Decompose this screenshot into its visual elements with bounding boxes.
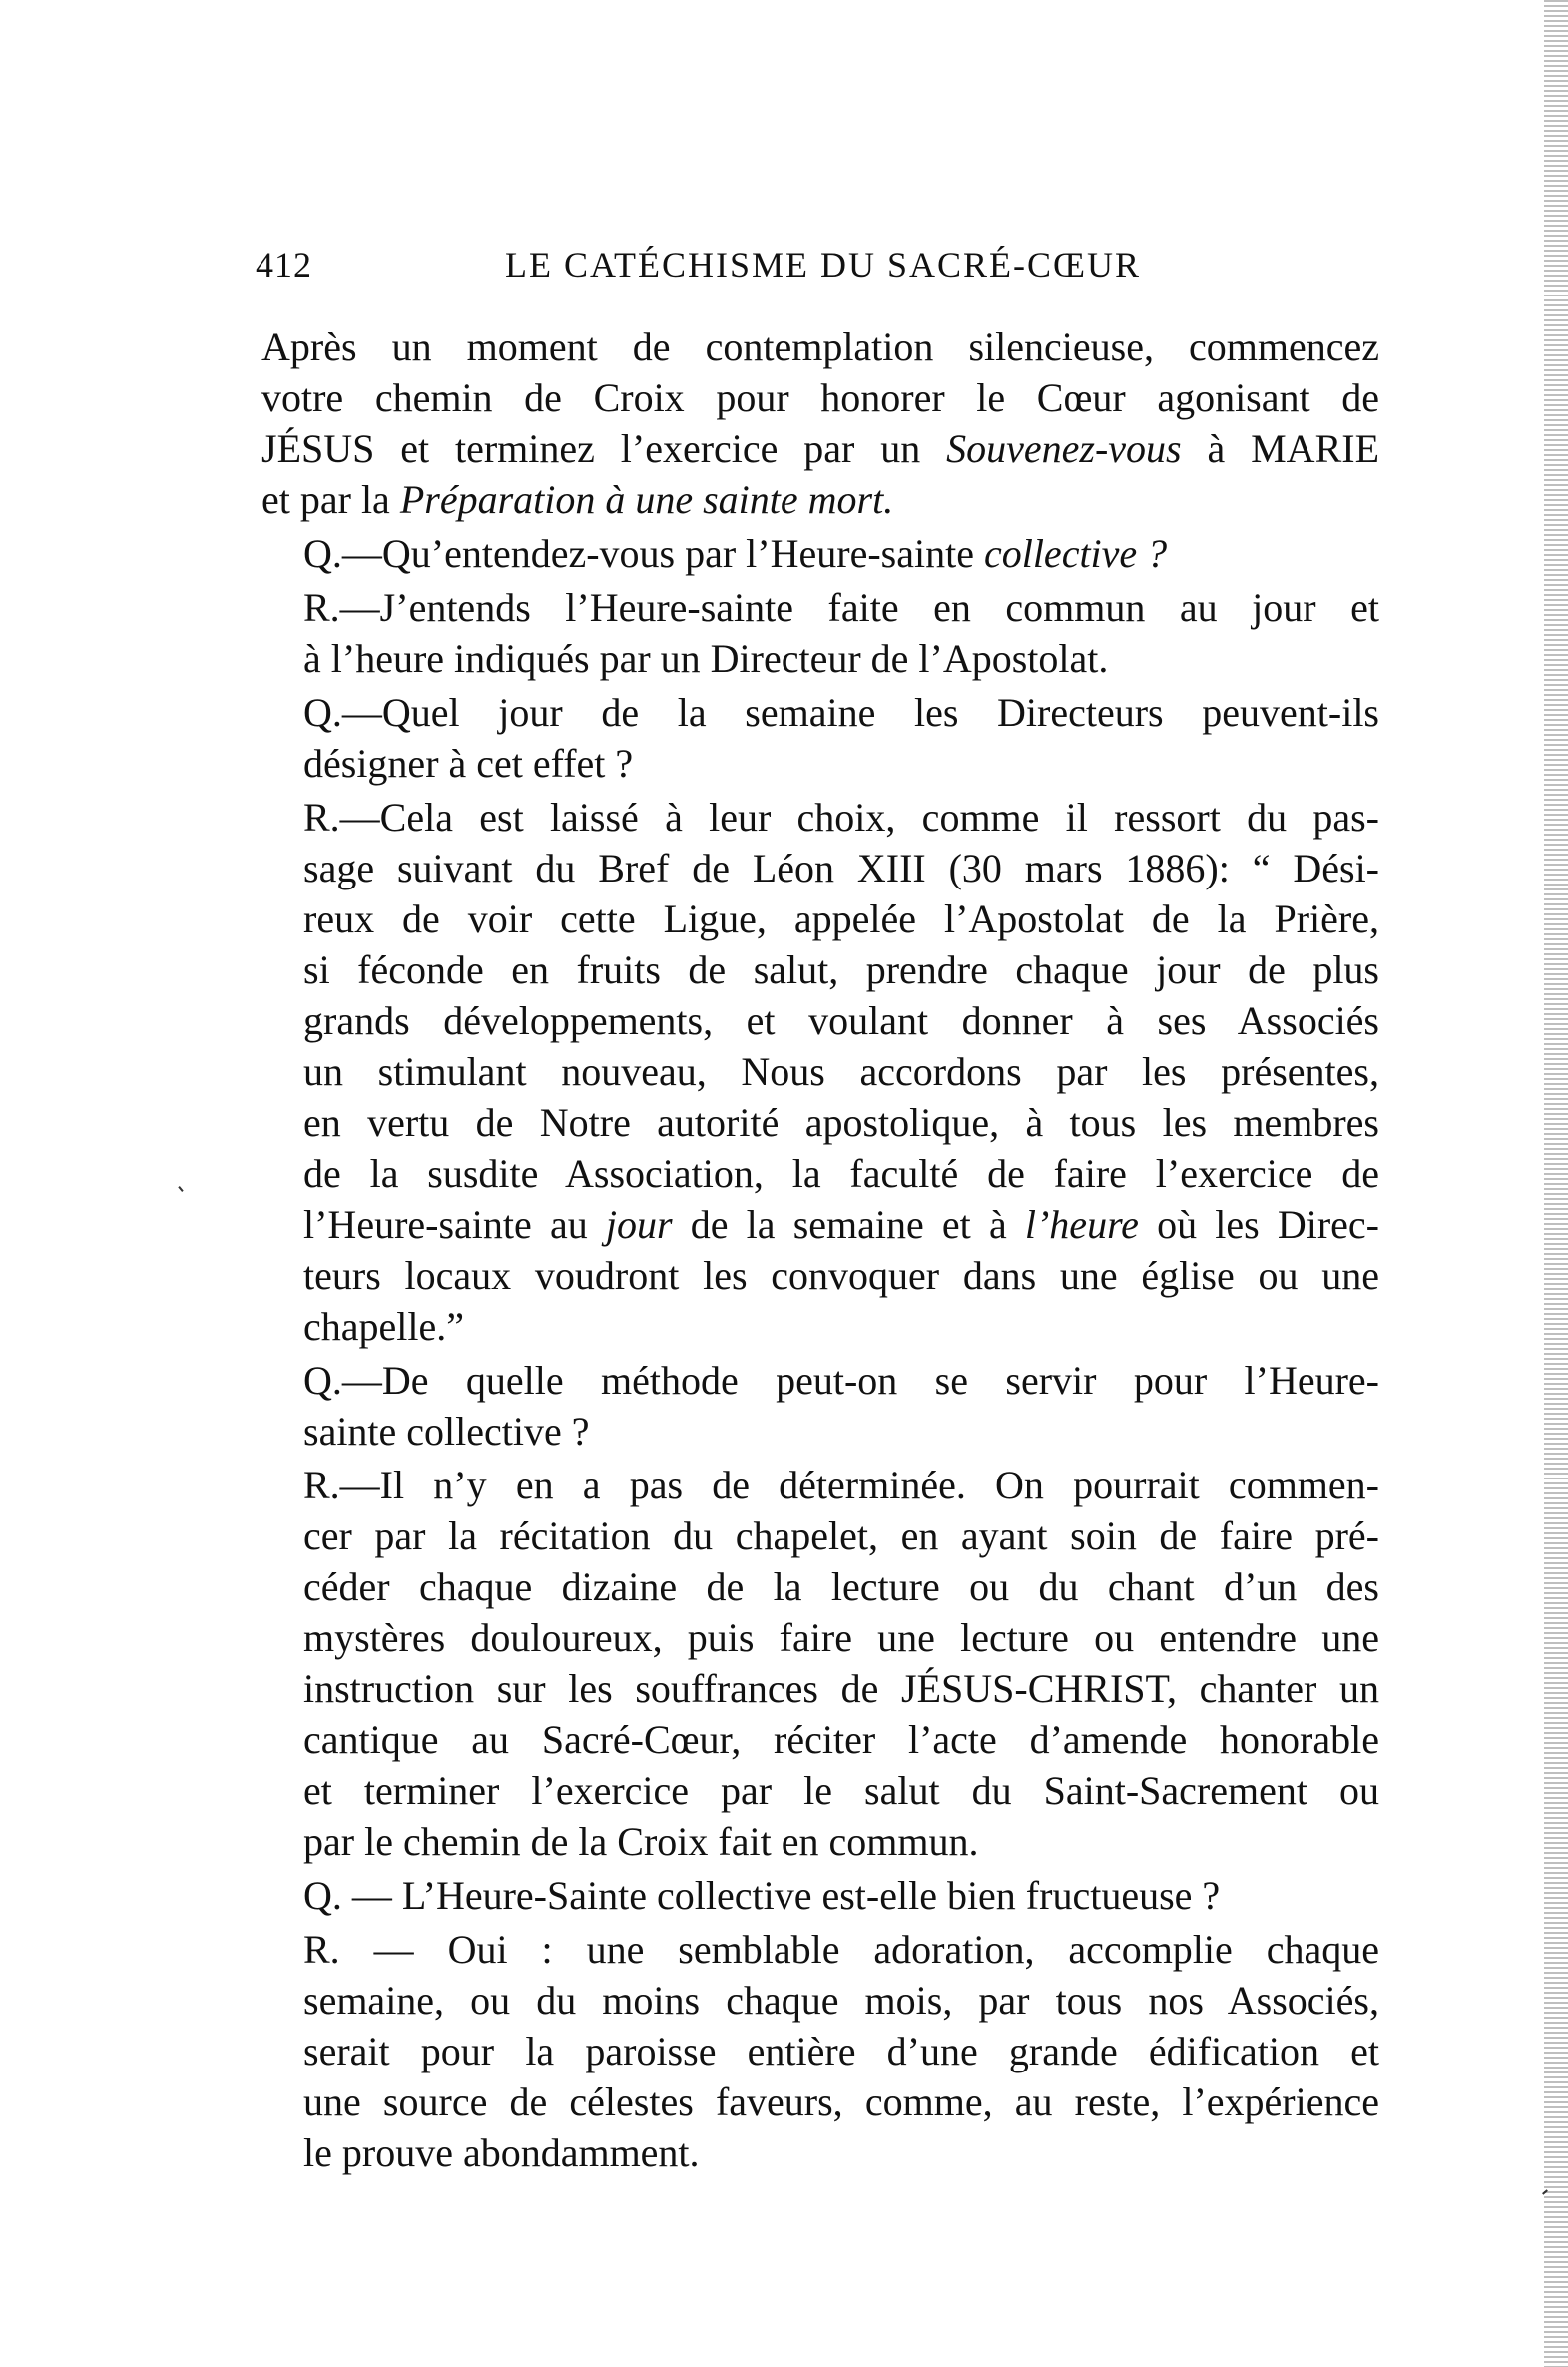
text-line: Q.—Quel jour de la semaine les Directeurs peuvent-ils [303,690,1379,735]
text-line: cer par la récitation du chapelet, en ayant soin de faire pré- [303,1513,1379,1558]
text-line: serait pour la paroisse entière d’une grande édification et [303,2029,1379,2073]
italic-word-jour: jour [605,1202,673,1247]
page-number: 412 [256,245,312,285]
text-run: de la semaine et à [672,1202,1025,1247]
text-run: où les Direc- [1138,1202,1379,1247]
text-line: par le chemin de la Croix fait en commun. [303,1819,979,1864]
text-line: sage suivant du Bref de Léon XIII (30 mars 1886): “ Dési- [303,846,1379,890]
text-line: reux de voir cette Ligue, appelée l’Apostolat de la Prière, [303,896,1379,941]
text-line: et terminer l’exercice par le salut du Saint-Sacrement ou [303,1768,1379,1813]
text-line: céder chaque dizaine de la lecture ou du chant d’un des [303,1564,1379,1609]
text-line: un stimulant nouveau, Nous accordons par les présentes, [303,1049,1379,1094]
text-line: à l’heure indiqués par un Directeur de l’Apostolat. [303,636,1109,681]
text-line: R.—J’entends l’Heure-sainte faite en commun au jour et [303,585,1379,630]
text-line: chapelle.” [303,1304,464,1349]
answer-paragraph [261,1924,1379,2178]
text-line [261,528,1379,579]
text-line: si féconde en fruits de salut, prendre chaque jour de plus [303,947,1379,992]
text-line: grands développements, et voulant donner à ses Associés [303,998,1379,1043]
text-line [261,1199,1379,1250]
question-paragraph [261,528,1379,579]
text-run: JÉSUS et terminez l’exercice par un [261,426,947,471]
paragraph-chemin-de-croix [261,321,1379,525]
text-line: semaine, ou du moins chaque mois, par tous nos Associés, [303,1978,1379,2023]
question-paragraph [261,1870,1379,1921]
text-line [261,423,1379,474]
italic-word-collective: collective ? [983,531,1168,576]
text-line: R.—Il n’y en a pas de déterminée. On pourrait commen- [303,1463,1379,1507]
text-line: désigner à cet effet ? [303,741,634,786]
page-body [261,321,1379,2181]
page-header [256,244,1254,294]
scan-page-edge [1544,0,1568,2367]
text-line: R.—Cela est laissé à leur choix, comme il ressort du pas- [303,795,1379,840]
text-line: Q.—De quelle méthode peut-on se servir pour l’Heure- [303,1358,1379,1403]
text-run: à MARIE [1181,426,1379,471]
text-line: Q. — L’Heure-Sainte collective est-elle bien fructueuse ? [303,1873,1221,1918]
italic-title-preparation: Préparation à une sainte mort. [399,477,894,522]
text-run: Q.—Qu’entendez-vous par l’Heure-sainte [303,531,984,576]
answer-paragraph [261,582,1379,684]
question-paragraph [261,1355,1379,1457]
text-line: en vertu de Notre autorité apostolique, à tous les membres [303,1100,1379,1145]
italic-title-souvenez-vous: Souvenez-vous [946,426,1182,471]
text-run: l’Heure-sainte au [303,1202,606,1247]
text-line: mystères douloureux, puis faire une lecture ou entendre une [303,1615,1379,1660]
running-title: LE CATÉCHISME DU SACRÉ-CŒUR [505,245,1142,285]
text-run: et par la [261,477,400,522]
text-line: de la susdite Association, la faculté de faire l’exercice de [303,1151,1379,1196]
text-line: teurs locaux voudront les convoquer dans une église ou une [303,1253,1379,1298]
answer-paragraph [261,1460,1379,1867]
scan-speck [178,1186,183,1192]
text-line: instruction sur les souffrances de JÉSUS-CHRIST, chanter un [303,1666,1379,1711]
text-line: le prouve abondamment. [303,2130,700,2175]
answer-paragraph [261,792,1379,1352]
italic-word-heure: l’heure [1024,1202,1139,1247]
text-line: R. — Oui : une semblable adoration, accomplie chaque [303,1927,1379,1972]
question-paragraph [261,687,1379,789]
text-line [261,474,1379,525]
text-line: cantique au Sacré-Cœur, réciter l’acte d’amende honorable [303,1717,1379,1762]
text-line: sainte collective ? [303,1409,590,1454]
text-line: votre chemin de Croix pour honorer le Cœur agonisant de [261,375,1379,420]
text-line: une source de célestes faveurs, comme, au reste, l’expérience [303,2079,1379,2124]
text-line: Après un moment de contemplation silencieuse, commencez [261,324,1379,369]
